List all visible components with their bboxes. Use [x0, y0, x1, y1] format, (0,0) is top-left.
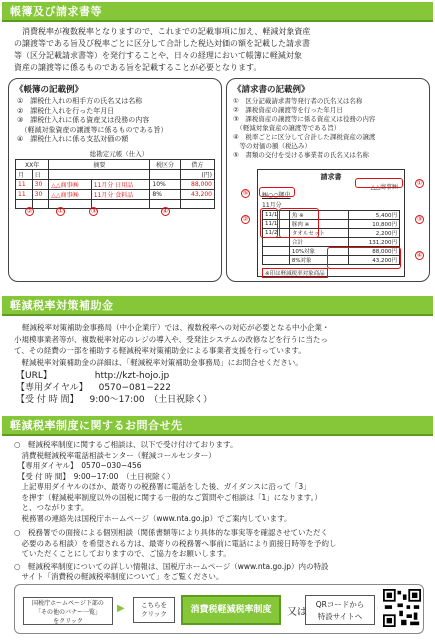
marker-2: ②: [26, 207, 33, 215]
ledger-table-title: 総勘定元帳（仕入）: [89, 150, 149, 158]
ledger-header-year: XX年: [16, 160, 49, 170]
qr-instructions: [305, 595, 375, 625]
ledger-example-box: [8, 78, 222, 282]
para-line: を押す（軽減税率制度以外の国税に関する一般的なご質問やご相談は「1」になります。）: [14, 492, 322, 502]
guide-line: 「その他のバナー一覧」: [34, 609, 101, 616]
guide-line: QRコードから: [315, 600, 365, 609]
invoice-cell: 43,200円: [348, 256, 399, 265]
invoice-cell: タオルセット: [289, 229, 348, 238]
section-title-subsidy: 軽減税率対策補助金: [2, 296, 433, 316]
ledger-cell: △△商事㈱: [49, 180, 91, 190]
invoice-total-label: 合計: [289, 238, 348, 247]
or-label: 又は: [287, 607, 307, 618]
subsidy-url-link[interactable]: http://kzt-hojo.jp: [94, 371, 170, 381]
invoice-cell: 10%対象: [289, 247, 348, 256]
para-line: ○ 税務署での面接による個別相談（関係書類等により具体的な事実等を確認させていただく: [14, 528, 329, 537]
qr-code-icon[interactable]: [383, 589, 421, 627]
subsidy-hours-line: [16, 394, 212, 406]
click-here-label: [133, 597, 175, 623]
invoice-items: [233, 97, 375, 160]
nta-banner-instructions: [23, 597, 113, 625]
guide-line: クリック: [141, 610, 167, 618]
ledger-item: ① 課税仕入れの相手方の氏名又は名称: [17, 97, 143, 105]
site-access-guide: [14, 584, 424, 634]
marker-2: ②: [242, 215, 249, 223]
ledger-header-tax: 税区分: [150, 160, 180, 170]
ledger-header-debit: 借方: [180, 160, 214, 170]
section-title-contact: 軽減税率制度に関するお問合せ先: [2, 416, 433, 436]
invoice-total: 131,200円: [348, 238, 399, 247]
item-highlight: [279, 208, 319, 238]
marker-1: ①: [57, 207, 64, 215]
guide-line: 特設サイトへ: [317, 612, 363, 621]
marker-5: ⑤: [242, 189, 249, 197]
invoice-item: ③ 課税資産の譲渡等に係る資産又は役務の内容: [233, 115, 376, 123]
ledger-cell: 30: [32, 180, 49, 190]
ledger-sub-month: 月: [16, 170, 33, 180]
ledger-item: （軽減対象資産の譲渡等に係るものである旨）: [17, 125, 168, 134]
para-line: 資産の譲渡等に係るものである旨を記載することが必要となります。: [14, 63, 262, 72]
ledger-cell: 11月分 日用品: [91, 180, 150, 190]
ledger-cell: 10%: [150, 180, 180, 190]
subsidy-url-line: [16, 370, 169, 382]
marker-4: ④: [162, 207, 169, 215]
invoice-cell: 魚 ※: [289, 211, 348, 220]
para-line: 軽減税率対策補助金の詳細は、「軽減税率対策補助金事務局」にお問合せください。: [14, 357, 303, 367]
ledger-sub-day: 日: [32, 170, 49, 180]
para-line: 消費税率が複数税率となりますので、これまでの記載事項に加え、軽減対象資産: [22, 27, 311, 36]
invoice-item: ④ 税率ごとに区分して合計した課税資産の譲渡: [233, 133, 376, 141]
ledger-item: ③ 課税仕入れに係る資産又は役務の内容: [17, 116, 150, 124]
table-row: [263, 238, 400, 247]
ledger-cell: 11: [16, 190, 33, 200]
contact-paragraph-2: [14, 528, 428, 560]
para-line: 【専用ダイヤル】 0570−030−456: [14, 461, 142, 470]
invoice-cell: 10,800円: [348, 220, 399, 229]
ledger-item: ④ 課税仕入れに係る支払対価の額: [17, 135, 129, 143]
para-line: 税務署の連絡先は国税庁ホームページ（www.nta.go.jp）でご案内しています。: [14, 513, 292, 523]
para-line: 軽減税率対策補助金事務局（中小企業庁）では、複数税率への対応が必要となる中小企業・: [22, 323, 330, 332]
marker-1: ①: [416, 179, 423, 187]
arrow-right-icon: ▶: [117, 603, 125, 614]
para-line: 必要のある相談）を希望される方は、最寄りの税務署へ事前に電話により面接日時等を予約し: [14, 538, 337, 548]
para-line: サイト「消費税の軽減税率制度について」をご覧ください。: [14, 572, 224, 581]
para-line: 等（区分記載請求書等）を発行することや、日々の経理において帳簿に軽減対象: [14, 51, 302, 60]
section1-paragraph: [14, 26, 426, 74]
invoice-cell: 8%対象: [289, 256, 348, 265]
invoice-cell: 11/2: [263, 229, 290, 238]
subsidy-dial-number: 0570−081−222: [98, 383, 171, 393]
invoice-example-box: [226, 78, 430, 282]
reduced-tax-site-banner[interactable]: 消費税軽減税率制度: [181, 595, 281, 625]
invoice-month: 11月分: [262, 202, 282, 209]
ledger-example-title: 《帳簿の記載例》: [15, 85, 84, 95]
ledger-cell: 43,200: [180, 190, 214, 200]
ledger-items: [17, 97, 168, 145]
marker-4: ④: [416, 251, 423, 259]
para-line: 消費税軽減税率電話相談センター（軽減コールセンター）: [14, 450, 216, 460]
ledger-item: ② 課税仕入れを行った年月日: [17, 106, 115, 115]
ledger-cell: 11月分 食料品: [91, 190, 150, 200]
recipient-highlight: [259, 187, 295, 197]
ledger-sub-yen: (円): [180, 170, 214, 180]
table-row: [16, 190, 215, 200]
subsidy-dial-line: [16, 382, 171, 394]
invoice-cell: 豚肉 ※: [289, 220, 348, 229]
invoice-item: ② 課税資産の譲渡等を行った年月日: [233, 106, 343, 114]
ledger-cell: 11: [16, 180, 33, 190]
para-line: 【受 付 時 間】 9:00−17:00 （土日祝除く）: [14, 471, 175, 481]
contact-paragraph-1: [14, 440, 428, 524]
invoice-note: ※印は軽減税率対象商品: [262, 268, 328, 278]
para-line: 上記専用ダイヤルのほか、最寄りの税務署に電話をした後、ガイダンスに沿って「3」: [14, 482, 311, 491]
invoice-issuer: △△商事㈱: [370, 184, 398, 191]
para-line: の譲渡等である旨及び税率ごとに区分して合計した税込対価の額を記載した請求書: [14, 39, 310, 48]
dial-label: 【専用ダイヤル】: [16, 383, 88, 393]
hours-label: 【受 付 時 間】: [16, 395, 79, 405]
url-label: 【URL】: [16, 371, 52, 381]
guide-line: をクリック: [53, 618, 83, 625]
para-line: て、その経費の一部を補助する軽減税率対策補助金による事業者支援を行っています。: [14, 346, 306, 355]
ledger-markers: [19, 207, 215, 216]
ledger-cell: 30: [32, 190, 49, 200]
para-line: と、つながります。: [14, 503, 89, 512]
invoice-cell: 11/1: [263, 220, 290, 229]
invoice-item: ① 区分記載請求書等発行者の氏名又は名称: [233, 97, 363, 105]
section2-paragraph: [14, 322, 428, 368]
issuer-highlight: [355, 178, 403, 188]
invoice-cell: 88,000円: [348, 247, 399, 256]
ledger-header-desc: 摘要: [49, 160, 150, 170]
invoice-cell: 2,200円: [348, 229, 399, 238]
date-highlight: [260, 208, 278, 238]
para-line: 小規模事業者等が、複数税率対応のレジの導入や、受発注システムの改修などを行うに当たっ: [14, 334, 328, 344]
invoice-item: 等の対価の額（税込み）: [233, 142, 311, 150]
invoice-example-title: 《請求書の記載例》: [233, 85, 310, 95]
marker-3: ③: [91, 207, 97, 215]
guide-line: 国税庁ホームページ下部の: [32, 600, 104, 607]
amount-highlight: [327, 247, 401, 269]
para-line: ○ 軽減税率制度に関するご相談は、以下で受け付けております。: [14, 440, 238, 449]
para-line: ○ 軽減税率制度についての詳しい情報は、国税庁ホームページ（www.nta.go.jp）内の特設: [14, 562, 329, 571]
subsidy-hours: 9:00〜17:00 （土日祝除く）: [89, 395, 213, 405]
para-line: ていただくことにしておりますので、ご協力をお願いします。: [14, 549, 231, 558]
marker-3: ③: [416, 215, 423, 223]
ledger-cell: 8%: [150, 190, 180, 200]
table-row: [16, 180, 215, 190]
guide-line: こちらを: [141, 601, 167, 609]
invoice-item: ⑤ 書類の交付を受ける事業者の氏名又は名称: [233, 151, 369, 159]
invoice-cell: 11/1: [263, 211, 290, 220]
ledger-cell: △△商事㈱: [49, 190, 91, 200]
invoice-doc-title: 請求書: [320, 173, 342, 181]
invoice-cell: 5,400円: [348, 211, 399, 220]
section-title-ledger: 帳簿及び請求書等: [2, 2, 433, 22]
invoice-item: （軽減対象資産の譲渡等である旨）: [233, 124, 341, 132]
invoice-recipient: ㈱○○御中: [262, 192, 291, 199]
ledger-table: [15, 159, 215, 209]
ledger-cell: 88,000: [180, 180, 214, 190]
contact-paragraph-3: [14, 562, 428, 582]
